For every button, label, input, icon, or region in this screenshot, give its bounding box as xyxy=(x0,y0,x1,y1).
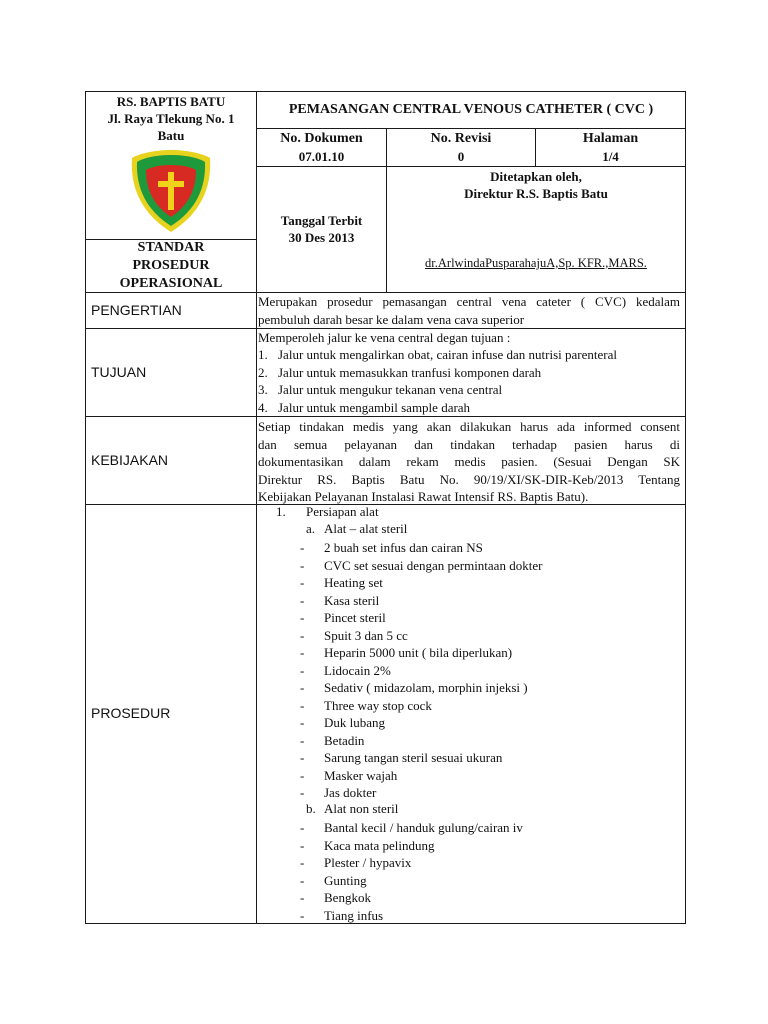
list-item xyxy=(300,662,680,680)
dash-bullet: - xyxy=(300,627,305,643)
dash-bullet: - xyxy=(300,680,305,695)
list-text: Lidocain 2% xyxy=(324,662,391,678)
shield-cross-icon xyxy=(128,148,214,234)
kebijakan-label: KEBIJAKAN xyxy=(91,452,169,468)
list-number: 2. xyxy=(258,364,268,380)
list-text: Heparin 5000 unit ( bila diperlukan) xyxy=(324,645,513,660)
sub-letter: a. xyxy=(306,521,316,536)
list-text: 2 buah set infus dan cairan NS xyxy=(324,540,483,555)
signatory-name: dr.ArlwindaPusparahajuA,Sp. KFR.,MARS. xyxy=(425,256,647,270)
dash-bullet: - xyxy=(300,855,305,870)
dash-bullet: - xyxy=(300,732,305,748)
pengertian-line2: pembuluh darah besar ke dalam vena cava superior xyxy=(258,311,525,327)
sop-label-line2: PROSEDUR xyxy=(132,258,210,273)
list-text: Gunting xyxy=(324,872,367,888)
dash-bullet: - xyxy=(300,645,305,660)
list-text: Kasa steril xyxy=(324,592,380,608)
list-text: Sarung tangan steril sesuai ukuran xyxy=(324,750,503,765)
list-item xyxy=(300,539,680,557)
list-item xyxy=(300,837,680,855)
list-item xyxy=(300,592,680,610)
dash-bullet: - xyxy=(300,662,305,678)
list-item xyxy=(300,609,680,627)
tujuan-list xyxy=(258,346,682,416)
list-text: Tiang infus xyxy=(324,907,384,923)
step-text: Persiapan alat xyxy=(306,504,379,519)
list-item xyxy=(258,346,682,364)
list-item xyxy=(300,644,680,662)
hospital-name: RS. BAPTIS BATU xyxy=(116,94,226,109)
doc-no-value: 07.01.10 xyxy=(298,149,345,164)
pengertian-label: PENGERTIAN xyxy=(91,302,182,318)
list-text: Jalur untuk mengambil sample darah xyxy=(278,399,471,415)
list-item xyxy=(300,819,680,837)
list-text: Bengkok xyxy=(324,890,371,905)
issued-value: 30 Des 2013 xyxy=(288,230,355,245)
step-number: 1. xyxy=(276,504,286,519)
list-item xyxy=(300,697,680,715)
dash-bullet: - xyxy=(300,785,305,800)
list-item xyxy=(258,381,682,399)
list-item xyxy=(300,714,680,732)
sub-letter: b. xyxy=(306,801,316,816)
list-item xyxy=(300,872,680,890)
list-text: Masker wajah xyxy=(324,767,398,783)
list-item xyxy=(300,889,680,907)
kebijakan-line2: dan semua pelayanan dan tindakan terhadap pasien harus di xyxy=(258,436,680,452)
dash-bullet: - xyxy=(300,697,305,713)
tujuan-label: TUJUAN xyxy=(91,364,147,380)
page-label: Halaman xyxy=(582,131,639,146)
list-text: Pincet steril xyxy=(324,610,386,625)
list-text: Spuit 3 dan 5 cc xyxy=(324,627,408,643)
list-text: Jalur untuk mengalirkan obat, cairan infuse dan nutrisi parenteral xyxy=(278,347,617,362)
page-title: PEMASANGAN CENTRAL VENOUS CATHETER ( CVC ) xyxy=(288,102,654,117)
list-text: Jas dokter xyxy=(324,785,377,800)
list-text: Jalur untuk mengukur tekanan vena central xyxy=(278,382,503,397)
list-text: Sedativ ( midazolam, morphin injeksi ) xyxy=(324,680,528,695)
issued-label: Tanggal Terbit xyxy=(280,213,363,228)
list-item xyxy=(300,767,680,785)
dash-bullet: - xyxy=(300,890,305,905)
list-item xyxy=(300,574,680,592)
dash-bullet: - xyxy=(300,767,305,783)
revision-label: No. Revisi xyxy=(430,131,492,146)
sop-label-line1: STANDAR xyxy=(137,240,205,255)
revision-value: 0 xyxy=(457,149,465,164)
kebijakan-line4: Direktur RS. Baptis Batu No. 90/19/XI/SK-DIR-Keb/2013 Tentang xyxy=(258,471,680,487)
list-text: Duk lubang xyxy=(324,715,386,730)
list-text: Jalur untuk memasukkan tranfusi komponen darah xyxy=(278,364,542,380)
list-item xyxy=(300,854,680,872)
kebijakan-text xyxy=(258,418,680,506)
list-item xyxy=(300,784,680,802)
list-item xyxy=(300,907,680,925)
sop-label-line3: OPERASIONAL xyxy=(119,276,223,291)
list-text: Kaca mata pelindung xyxy=(324,837,435,853)
list-text: Three way stop cock xyxy=(324,697,432,713)
dash-bullet: - xyxy=(300,592,305,608)
list-item xyxy=(300,557,680,575)
nonsteril-list xyxy=(300,819,680,924)
prosedur-label: PROSEDUR xyxy=(91,705,171,721)
dash-bullet: - xyxy=(300,575,305,590)
kebijakan-line5: Kebijakan Pelayanan Instalasi Rawat Intensif RS. Baptis Batu). xyxy=(258,489,589,504)
list-item xyxy=(300,679,680,697)
dash-bullet: - xyxy=(300,907,305,923)
list-item xyxy=(300,732,680,750)
hospital-city: Batu xyxy=(157,128,185,143)
list-number: 1. xyxy=(258,347,268,362)
list-number: 4. xyxy=(258,399,268,415)
pengertian-text xyxy=(258,293,680,328)
page-value: 1/4 xyxy=(602,149,619,164)
dash-bullet: - xyxy=(300,715,305,730)
dash-bullet: - xyxy=(300,540,305,555)
list-text: Plester / hypavix xyxy=(324,855,412,870)
doc-no-label: No. Dokumen xyxy=(280,131,363,146)
sub-heading: Alat – alat steril xyxy=(324,521,408,536)
approved-by-label: Ditetapkan oleh, xyxy=(490,169,582,184)
dash-bullet: - xyxy=(300,872,305,888)
dash-bullet: - xyxy=(300,820,305,835)
kebijakan-line1: Setiap tindakan medis yang akan dilakukan harus ada informed consent xyxy=(258,419,680,434)
list-text: Bantal kecil / handuk gulung/cairan iv xyxy=(324,820,523,835)
list-item xyxy=(300,749,680,767)
list-text: Betadin xyxy=(324,732,365,748)
list-text: Heating set xyxy=(324,575,383,590)
list-text: CVC set sesuai dengan permintaan dokter xyxy=(324,557,543,573)
dash-bullet: - xyxy=(300,557,305,573)
list-item xyxy=(258,364,682,382)
approved-by-title: Direktur R.S. Baptis Batu xyxy=(464,186,608,201)
pengertian-line1: Merupakan prosedur pemasangan central vena cateter ( CVC) kedalam xyxy=(258,294,680,309)
dash-bullet: - xyxy=(300,837,305,853)
tujuan-intro: Memperoleh jalur ke vena central degan tujuan : xyxy=(258,330,511,345)
dash-bullet: - xyxy=(300,750,305,765)
kebijakan-line3: dokumentasikan dalam rekam medis pasien. (Sesuai Dengan SK xyxy=(258,454,680,469)
steril-list xyxy=(300,539,680,802)
list-item xyxy=(300,627,680,645)
list-number: 3. xyxy=(258,382,268,397)
sub-heading: Alat non steril xyxy=(324,801,399,816)
hospital-address: Jl. Raya Tlekung No. 1 xyxy=(107,111,235,126)
dash-bullet: - xyxy=(300,610,305,625)
list-item xyxy=(258,399,682,417)
